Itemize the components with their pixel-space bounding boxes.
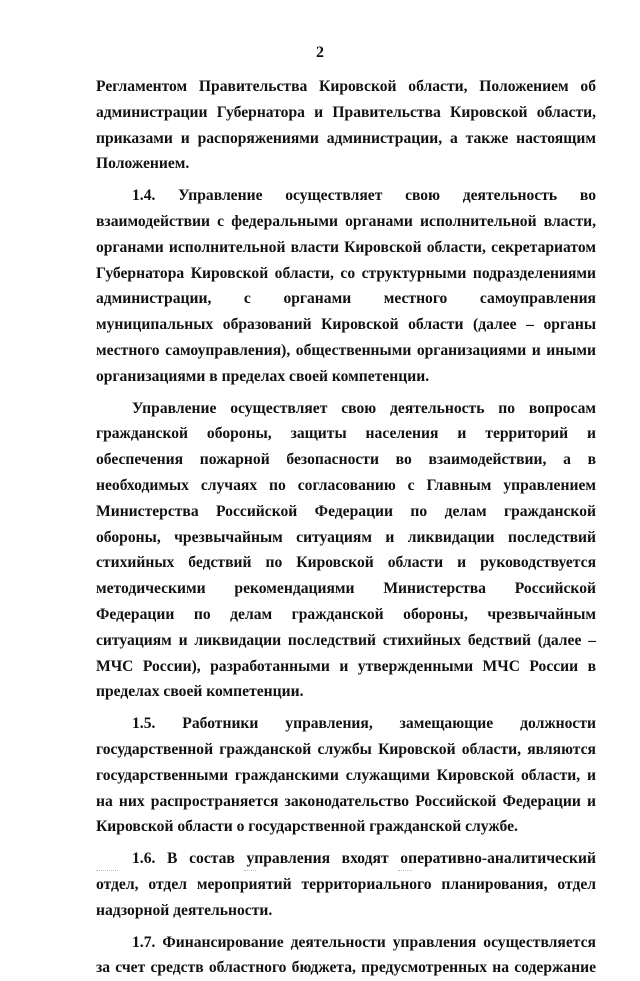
paragraph-1-5-employees: 1.5. Работники управления, замещающие должности государственной гражданской службы Кировской области, являются государственными гражданскими служащими Кировской области, и на них распространяется законодательство Российской Федерации и Кировской области о государственной гражданской службе. — [96, 711, 596, 840]
scan-specks — [0, 870, 640, 880]
page-number: 2 — [0, 44, 640, 62]
scan-speck — [96, 870, 118, 873]
scan-speck — [398, 870, 412, 873]
paragraph-regulations-continuation: Регламентом Правительства Кировской области, Положением об администрации Губернатора и Правительства Кировской области, приказами и распоряжениями администрации, а также настоящим Положением. — [96, 74, 596, 177]
paragraph-civil-defense-coordination: Управление осуществляет свою деятельность по вопросам гражданской обороны, защиты населения и территорий и обеспечения пожарной безопасности во взаимодействии, а в необходимых случаях по согласованию с Главным управлением Министерства Российской Федерации по делам гражданской обороны, чрезвычайным ситуациям и ликвидации последствий стихийных бедствий по Кировской области и руководствуется методическими рекомендациями Министерства Российской Федерации по делам гражданской обороны, чрезвычайным ситуациям и ликвидации последствий стихийных бедствий (далее – МЧС России), разработанными и утвержденными МЧС России в пределах своей компетенции. — [96, 396, 596, 706]
paragraph-1-6-structure: 1.6. В состав управления входят оперативно-аналитический отдел, отдел мероприятий территориального планирования, отдел надзорной деятельности. — [96, 846, 596, 923]
scan-speck — [244, 870, 256, 873]
document-body — [96, 74, 596, 981]
paragraph-1-4-interaction: 1.4. Управление осуществляет свою деятельность во взаимодействии с федеральными органами исполнительной власти, органами исполнительной власти Кировской области, секретариатом Губернатора Кировской области, со структурными подразделениями администрации, с органами местного самоуправления муниципальных образований Кировской области (далее – органы местного самоуправления), общественными организациями и иными организациями в пределах своей компетенции. — [96, 183, 596, 389]
paragraph-1-7-financing: 1.7. Финансирование деятельности управления осуществляется за счет средств областного бюджета, предусмотренных на содержание — [96, 930, 596, 981]
